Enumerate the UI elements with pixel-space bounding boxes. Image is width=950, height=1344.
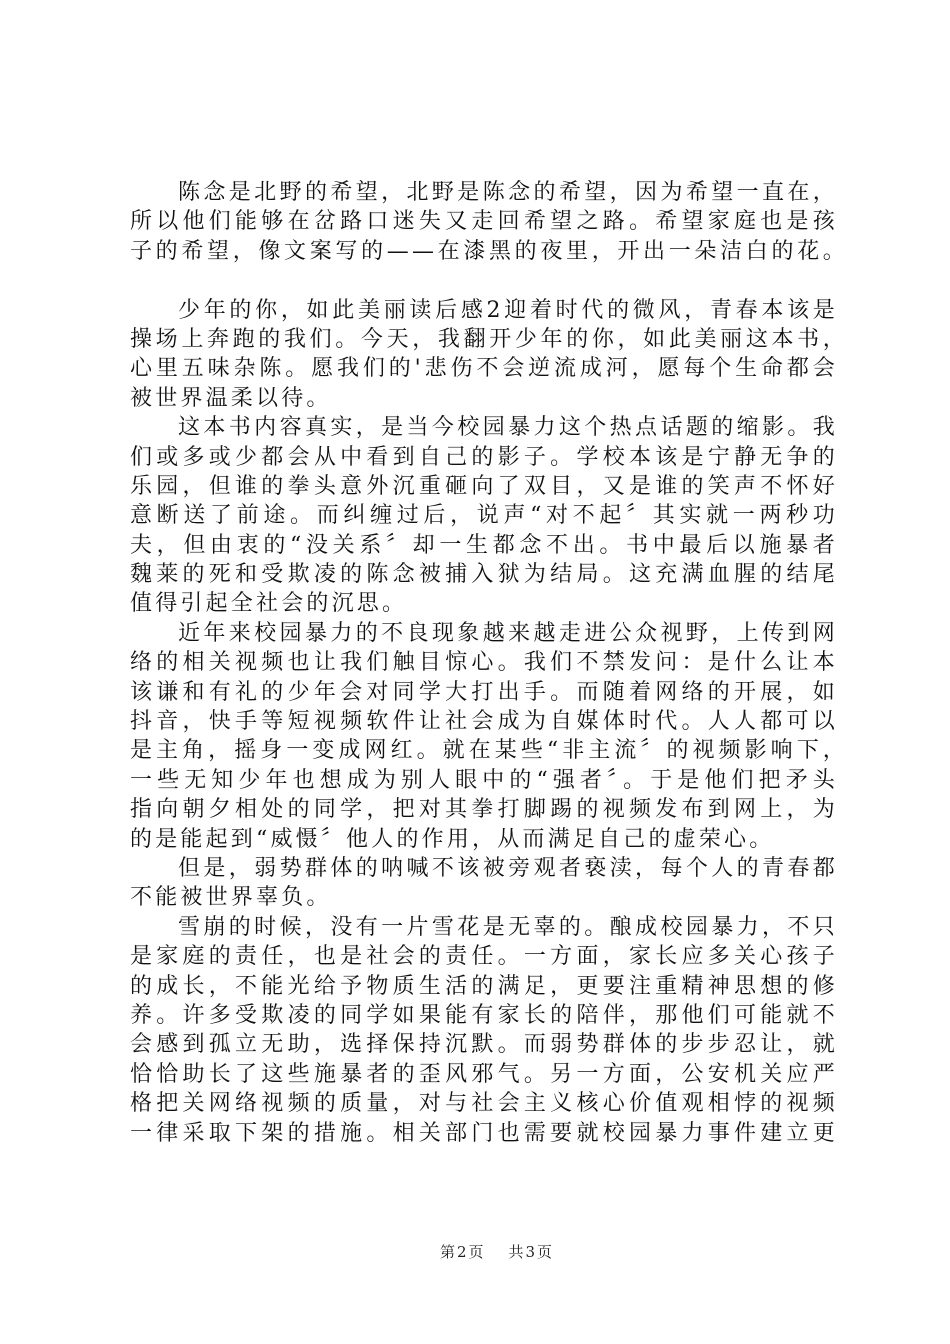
blank-line	[130, 266, 838, 295]
paragraph-vulnerable-groups	[130, 854, 838, 913]
text-line: 一些无知少年也想成为别人眼中的“强者〞。于是他们把矛头	[130, 767, 838, 793]
paragraph-book-content	[130, 413, 838, 619]
text-line: 抖音，快手等短视频软件让社会成为自媒体时代。人人都可以	[130, 709, 838, 735]
text-line: 近年来校园暴力的不良现象越来越走进公众视野，上传到网	[178, 620, 838, 646]
text-line: 少年的你，如此美丽读后感2迎着时代的微风，青春本该是	[178, 297, 838, 323]
text-line: 不能被世界辜负。	[130, 885, 332, 911]
page-total: 共3页	[508, 1243, 554, 1261]
text-line: 但是，弱势群体的呐喊不该被旁观者亵渎，每个人的青春都	[178, 855, 838, 881]
text-line: 的是能起到“威慑〞他人的作用，从而满足自己的虚荣心。	[130, 826, 775, 852]
text-line: 魏莱的死和受欺凌的陈念被捕入狱为结局。这充满血腥的结尾	[130, 562, 838, 588]
paragraph-responsibility	[130, 913, 838, 1148]
text-line: 这本书内容真实，是当今校园暴力这个热点话题的缩影。我	[178, 415, 838, 441]
text-line: 被世界温柔以待。	[130, 385, 332, 411]
text-line: 是主角，摇身一变成网红。就在某些“非主流〞的视频影响下，	[130, 738, 848, 764]
text-line: 心里五味杂陈。愿我们的'悲伤不会逆流成河，愿每个生命都会	[130, 356, 838, 382]
text-line: 乐园，但谁的拳头意外沉重砸向了双目，又是谁的笑声不怀好	[130, 473, 838, 499]
text-line: 该谦和有礼的少年会对同学大打出手。而随着网络的开展，如	[130, 679, 838, 705]
paragraph-review-intro	[130, 296, 848, 414]
text-line: 一律采取下架的措施。相关部门也需要就校园暴力事件建立更	[130, 1120, 838, 1146]
text-line: 陈念是北野的希望，北野是陈念的希望，因为希望一直在，	[178, 180, 838, 205]
text-line: 养。许多受欺凌的同学如果能有家长的陪伴，那他们可能就不	[130, 1002, 838, 1028]
text-line: 恰恰助长了这些施暴者的歪风邪气。另一方面，公安机关应严	[130, 1061, 838, 1087]
document-body	[130, 178, 848, 1148]
text-line: 络的相关视频也让我们触目惊心。我们不禁发问：是什么让本	[130, 650, 838, 676]
text-line: 雪崩的时候，没有一片雪花是无辜的。酿成校园暴力，不只	[178, 914, 838, 940]
text-line: 意断送了前途。而纠缠过后，说声“对不起〞其实就一两秒功	[130, 503, 838, 529]
text-line: 们或多或少都会从中看到自己的影子。学校本该是宁静无争的	[130, 444, 838, 470]
text-line: 所以他们能够在岔路口迷失又走回希望之路。希望家庭也是孩	[130, 209, 838, 235]
text-line: 会感到孤立无助，选择保持沉默。而弱势群体的步步忍让，就	[130, 1032, 838, 1058]
text-line: 格把关网络视频的质量，对与社会主义核心价值观相悖的视频	[130, 1091, 838, 1117]
page-number: 第2页	[440, 1243, 486, 1261]
text-line: 操场上奔跑的我们。今天，我翻开少年的你，如此美丽这本书，	[130, 326, 848, 352]
text-line: 子的希望，像文案写的——在漆黑的夜里，开出一朵洁白的花。	[130, 238, 848, 264]
page-footer	[440, 1242, 554, 1262]
paragraph-school-violence	[130, 619, 848, 854]
text-line: 值得引起全社会的沉思。	[130, 591, 408, 617]
text-line: 是家庭的责任，也是社会的责任。一方面，家长应多关心孩子	[130, 944, 838, 970]
paragraph-hope	[130, 178, 848, 266]
text-line: 夫，但由衷的“没关系〞却一生都念不出。书中最后以施暴者	[130, 532, 838, 558]
text-line: 指向朝夕相处的同学，把对其拳打脚踢的视频发布到网上，为	[130, 797, 838, 823]
text-line: 的成长，不能光给予物质生活的满足，更要注重精神思想的修	[130, 973, 838, 999]
